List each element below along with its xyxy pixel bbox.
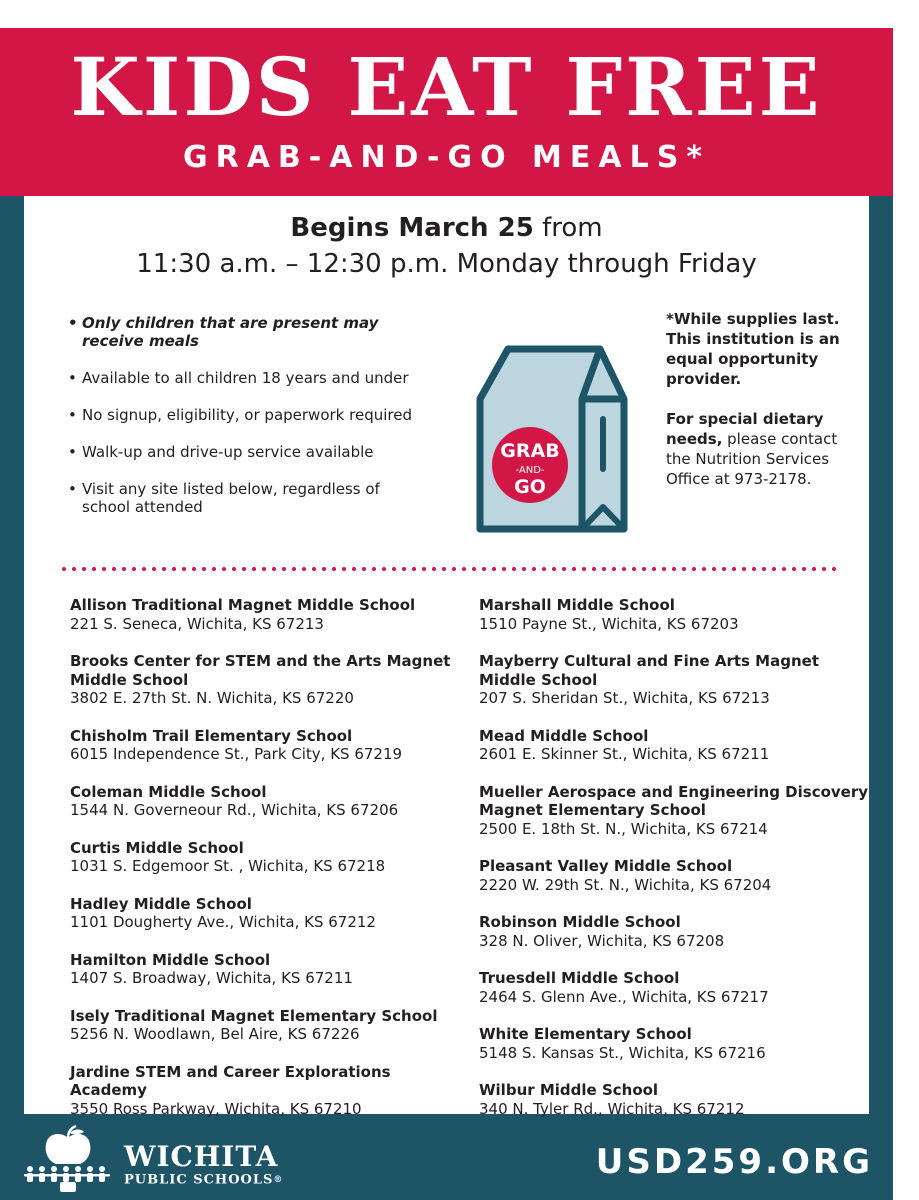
school-name: Mayberry Cultural and Fine Arts Magnet Middle School xyxy=(479,652,819,689)
begins-date: Begins March 25 xyxy=(290,213,534,243)
school-address: 1101 Dougherty Ave., Wichita, KS 67212 xyxy=(70,913,376,931)
school-address: 5148 S. Kansas St., Wichita, KS 67216 xyxy=(479,1043,766,1062)
school-entry xyxy=(70,652,470,708)
school-name: Hadley Middle School xyxy=(70,894,252,913)
school-address: 207 S. Sheridan St., Wichita, KS 67213 xyxy=(479,689,770,707)
page-title: KIDS EAT FREE xyxy=(70,40,823,134)
school-address: 1510 Payne St., Wichita, KS 67203 xyxy=(479,614,739,633)
school-address: 2220 W. 29th St. N., Wichita, KS 67204 xyxy=(479,875,772,894)
school-address: 2464 S. Glenn Ave., Wichita, KS 67217 xyxy=(479,987,769,1006)
footer xyxy=(0,1114,893,1200)
school-entry xyxy=(70,1007,470,1044)
school-entry xyxy=(70,895,470,932)
dotted-divider xyxy=(59,566,839,572)
school-address: 3550 Ross Parkway, Wichita, KS 67210 xyxy=(70,1099,362,1118)
school-name: Allison Traditional Magnet Middle School xyxy=(70,596,416,614)
school-address: 328 N. Oliver, Wichita, KS 67208 xyxy=(479,931,725,950)
bullet-any-site: • Visit any site listed below, regardless of school attended xyxy=(68,480,428,516)
dietary-note-bold: For special dietary needs, xyxy=(666,410,824,448)
bullet-age: • Available to all children 18 years and under xyxy=(68,369,428,387)
school-name: Jardine STEM and Career Explorations Academy xyxy=(70,1062,391,1099)
badge-line1: GRAB xyxy=(500,440,560,462)
school-address: 6015 Independence St., Park City, KS 67219 xyxy=(70,745,403,763)
district-brand xyxy=(124,1142,283,1189)
school-address: 1407 S. Broadway, Wichita, KS 67211 xyxy=(70,969,353,987)
school-name: Mead Middle School xyxy=(479,726,649,745)
grab-and-go-bag-icon xyxy=(464,339,640,539)
school-address: 1031 S. Edgemoor St. , Wichita, KS 67218 xyxy=(70,857,386,875)
school-name: Curtis Middle School xyxy=(70,838,244,857)
apple-children-logo-icon xyxy=(18,1124,118,1194)
schedule xyxy=(24,210,869,282)
school-name: Brooks Center for STEM and the Arts Magnet Middle School xyxy=(70,652,451,689)
bullet-service: • Walk-up and drive-up service available xyxy=(68,443,428,461)
school-address: 3802 E. 27th St. N. Wichita, KS 67220 xyxy=(70,689,354,707)
school-address: 221 S. Seneca, Wichita, KS 67213 xyxy=(70,614,324,633)
school-name: White Elementary School xyxy=(479,1025,692,1043)
registered-mark: ® xyxy=(273,1175,284,1185)
school-name: Mueller Aerospace and Engineering Discovery Magnet Elementary School xyxy=(479,782,869,819)
school-entry xyxy=(479,783,879,839)
badge-line2: -AND- xyxy=(515,465,545,476)
begins-from: from xyxy=(533,213,603,243)
brand-line2-text: PUBLIC SCHOOLS xyxy=(124,1172,274,1188)
school-entry xyxy=(70,596,470,633)
school-entry xyxy=(479,913,879,950)
school-list-right xyxy=(479,596,879,1137)
school-address: 340 N. Tyler Rd., Wichita, KS 67212 xyxy=(479,1099,745,1118)
dietary-note: please contact the Nutrition Services Office at 973-2178. xyxy=(666,430,838,488)
content-panel xyxy=(24,196,869,1118)
school-entry xyxy=(479,727,879,764)
school-name: Hamilton Middle School xyxy=(70,950,271,969)
school-name: Pleasant Valley Middle School xyxy=(479,857,733,875)
supplies-note: *While supplies last. This institution is an equal opportunity provider. xyxy=(666,310,840,388)
school-address: 5256 N. Woodlawn, Bel Aire, KS 67226 xyxy=(70,1025,360,1043)
school-entry xyxy=(70,727,470,764)
school-entry xyxy=(70,783,470,820)
bullet-signup: • No signup, eligibility, or paperwork required xyxy=(68,406,428,424)
school-name: Isely Traditional Magnet Elementary School xyxy=(70,1006,438,1025)
school-list-left xyxy=(70,596,470,1137)
school-name: Marshall Middle School xyxy=(479,596,675,614)
school-name: Robinson Middle School xyxy=(479,913,681,931)
school-address: 1544 N. Governeour Rd., Wichita, KS 67206 xyxy=(70,801,399,819)
side-note xyxy=(666,309,866,489)
brand-line2 xyxy=(124,1172,283,1189)
school-name: Chisholm Trail Elementary School xyxy=(70,726,353,745)
bullet-present: • Only children that are present may receive meals xyxy=(68,314,428,350)
school-name: Wilbur Middle School xyxy=(479,1081,659,1099)
school-entry xyxy=(70,951,470,988)
school-address: 2500 E. 18th St. N., Wichita, KS 67214 xyxy=(479,819,768,838)
school-entry xyxy=(479,969,879,1006)
info-bullets xyxy=(68,314,428,535)
school-entry xyxy=(479,652,879,708)
school-entry xyxy=(70,1063,470,1119)
school-entry xyxy=(479,1081,879,1118)
meal-hours: 11:30 a.m. – 12:30 p.m. Monday through Friday xyxy=(136,249,757,279)
brand-line1: WICHITA xyxy=(124,1140,279,1173)
header-banner xyxy=(0,28,893,196)
school-name: Coleman Middle School xyxy=(70,782,267,801)
district-url[interactable]: USD259.ORG xyxy=(595,1142,873,1182)
flyer-frame xyxy=(0,28,893,1200)
badge-line3: GO xyxy=(514,476,546,498)
school-address: 2601 E. Skinner St., Wichita, KS 67211 xyxy=(479,745,770,763)
school-entry xyxy=(479,596,879,633)
school-name: Truesdell Middle School xyxy=(479,969,680,987)
page-subtitle: GRAB-AND-GO MEALS* xyxy=(182,140,711,175)
school-entry xyxy=(70,839,470,876)
school-entry xyxy=(479,1025,879,1062)
school-entry xyxy=(479,857,879,894)
